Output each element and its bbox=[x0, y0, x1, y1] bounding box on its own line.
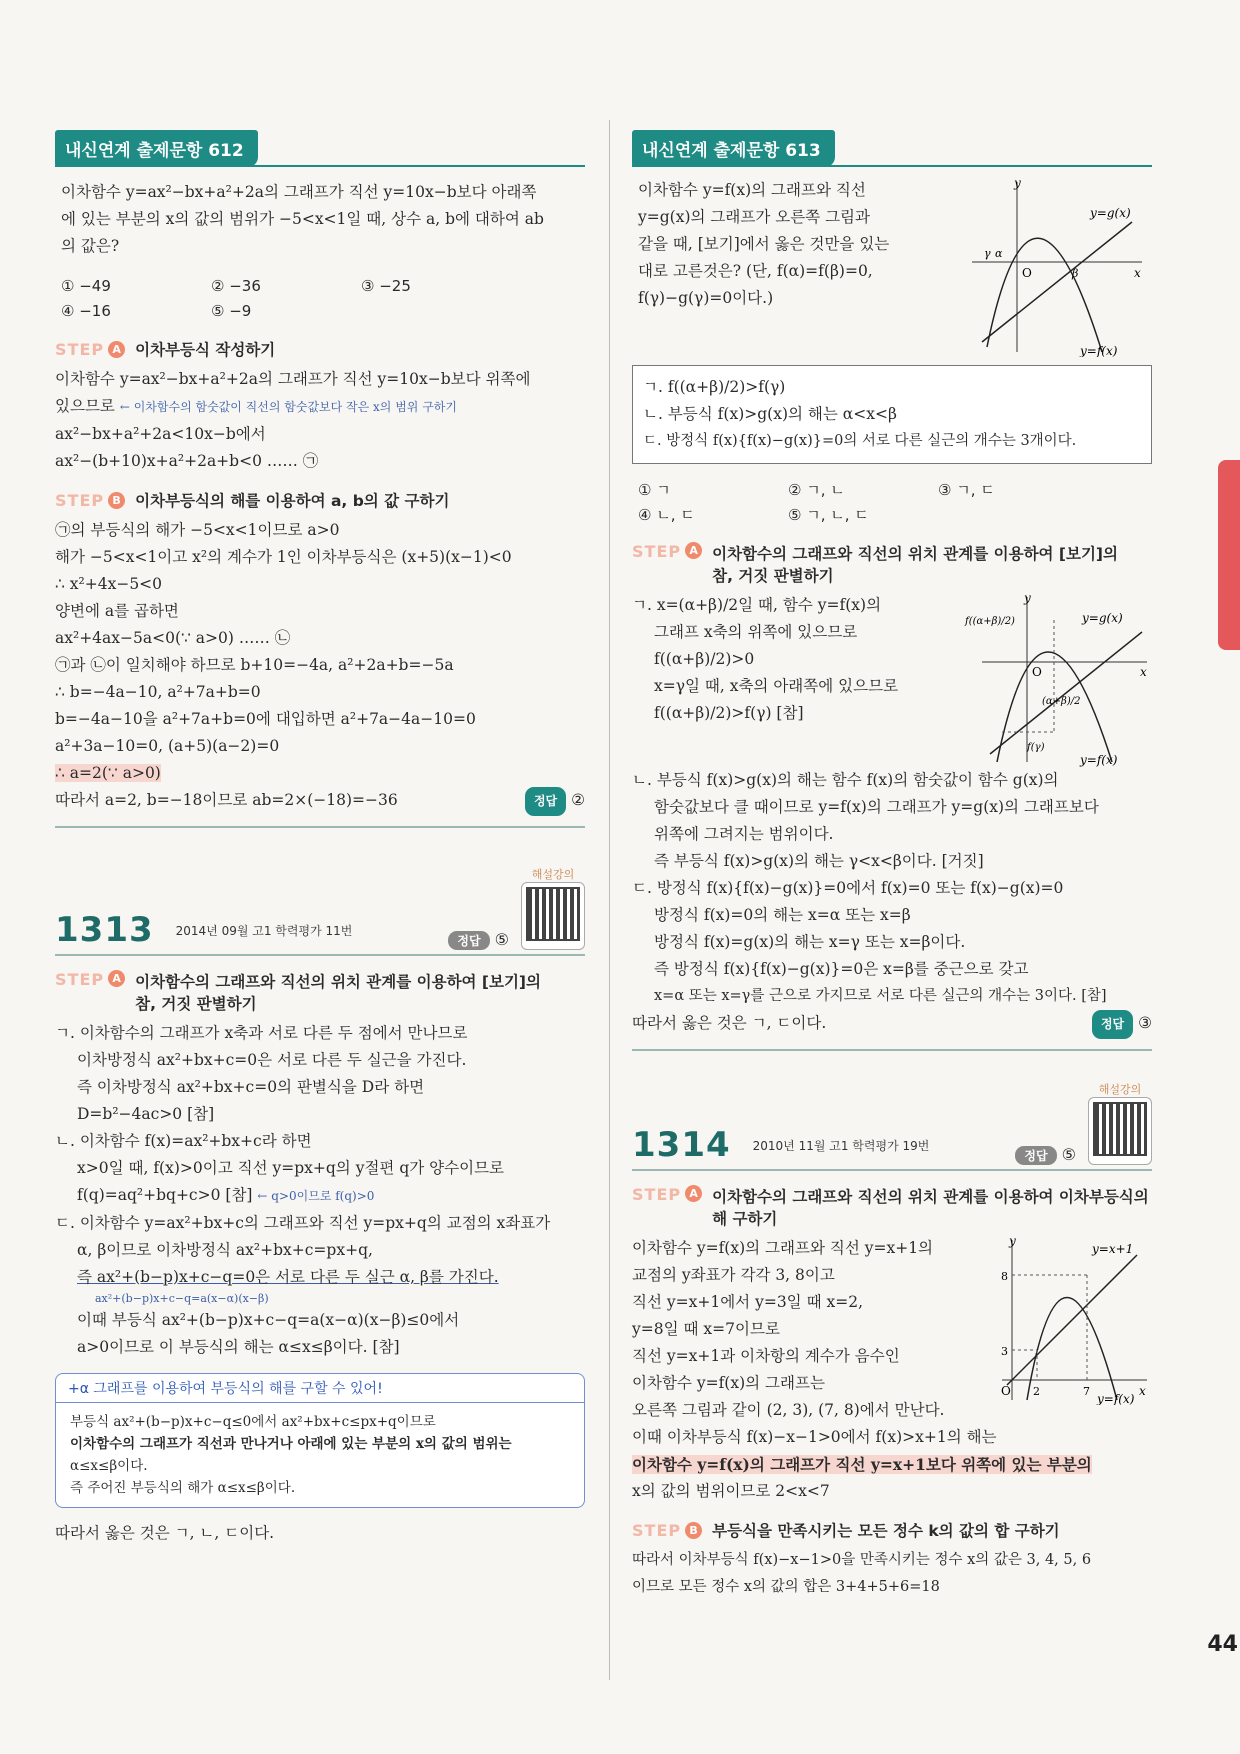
solution-line: 방정식 f(x)=0의 해는 x=α 또는 x=β bbox=[654, 906, 911, 924]
plus-alpha-heading: +α 그래프를 이용하여 부등식의 해를 구할 수 있어! bbox=[56, 1374, 584, 1403]
solution-line: y=8일 때 x=7이므로 bbox=[632, 1320, 780, 1338]
side-note: ← 이차함수의 함숫값이 직선의 함숫값보다 작은 x의 범위 구하기 bbox=[119, 400, 457, 414]
conclusion-line: 따라서 옳은 것은 ㄱ, ㄴ, ㄷ이다. bbox=[55, 1524, 275, 1542]
side-note: ← q>0이므로 f(q)>0 bbox=[257, 1189, 375, 1203]
question-line: 의 값은? bbox=[61, 237, 120, 255]
solution-line: ㄷ. 이차함수 y=ax²+bx+c의 그래프와 직선 y=px+q의 교점의 x좌표가 bbox=[55, 1214, 551, 1232]
column-divider bbox=[609, 120, 610, 1680]
question-line: 이차함수 y=f(x)의 그래프와 직선 bbox=[638, 181, 866, 199]
answer-value: ② bbox=[571, 791, 585, 809]
solution-line: ax²+4ax−5a<0(∵ a>0) …… ㉡ bbox=[55, 629, 291, 647]
question-line: 이차함수 y=ax²−bx+a²+2a의 그래프가 직선 y=10x−b보다 아래쪽 bbox=[61, 183, 537, 201]
step-b-heading bbox=[55, 489, 585, 511]
choice-4[interactable]: ④ ㄴ, ㄷ bbox=[638, 506, 695, 524]
step-title: 해 구하기 bbox=[712, 1210, 778, 1228]
choice-4[interactable]: ④ −16 bbox=[61, 302, 111, 320]
chapter-side-tab bbox=[1218, 460, 1240, 650]
bogi-item: ㄴ. 부등식 f(x)>g(x)의 해는 α<x<β bbox=[643, 405, 897, 423]
problem-number: 1313 bbox=[55, 910, 154, 950]
gamma-label: γ bbox=[984, 247, 991, 260]
step-title: 부등식을 만족시키는 모든 정수 k의 값의 합 구하기 bbox=[712, 1522, 1060, 1540]
solution-line: b=−4a−10을 a²+7a+b=0에 대입하면 a²+7a−4a−10=0 bbox=[55, 710, 476, 728]
origin-label: O bbox=[1022, 266, 1032, 280]
axis-label-x: x bbox=[1139, 1384, 1146, 1398]
step-badge: A bbox=[108, 341, 125, 358]
solution-line: ㉠의 부등식의 해가 −5<x<1이므로 a>0 bbox=[55, 521, 340, 539]
problem-source: 2014년 09월 고1 학력평가 11번 bbox=[175, 923, 353, 938]
step-title: 이차함수의 그래프와 직선의 위치 관계를 이용하여 [보기]의 bbox=[135, 973, 541, 991]
solution-line: x=α 또는 x=γ를 근으로 가지므로 서로 다른 실근의 개수는 3이다. [참] bbox=[654, 988, 1107, 1004]
choice-1[interactable]: ① −49 bbox=[61, 277, 111, 295]
problem-613 bbox=[632, 130, 1152, 1051]
solution-line: 이차방정식 ax²+bx+c=0은 서로 다른 두 실근을 가진다. bbox=[77, 1051, 467, 1069]
plus-alpha-line: 부등식 ax²+(b−p)x+c−q≤0에서 ax²+bx+c≤px+q이므로 bbox=[70, 1414, 436, 1430]
choice-5[interactable]: ⑤ −9 bbox=[211, 302, 252, 320]
solution-line: α, β이므로 이차방정식 ax²+bx+c=px+q, bbox=[77, 1241, 373, 1259]
origin-label: O bbox=[1032, 665, 1042, 679]
plus-alpha-line: 이차함수의 그래프가 직선과 만나거나 아래에 있는 부분의 x의 값의 범위는 bbox=[70, 1436, 512, 1452]
solution-line: 교점의 y좌표가 각각 3, 8이고 bbox=[632, 1266, 835, 1284]
axis-label-x: x bbox=[1140, 665, 1147, 679]
right-column bbox=[632, 130, 1152, 1601]
solution-line: 방정식 f(x)=g(x)의 해는 x=γ 또는 x=β이다. bbox=[654, 933, 966, 951]
tick-label-3: 3 bbox=[1001, 1345, 1008, 1358]
solution-line: 해가 −5<x<1이고 x²의 계수가 1인 이차부등식은 (x+5)(x−1)<0 bbox=[55, 548, 512, 566]
question-line: 대로 고른것은? (단, f(α)=f(β)=0, bbox=[638, 262, 873, 280]
step-badge: B bbox=[108, 492, 125, 509]
parabola-f bbox=[1027, 1298, 1117, 1401]
section-separator bbox=[55, 826, 585, 828]
step-title: 이차함수의 그래프와 직선의 위치 관계를 이용하여 이차부등식의 bbox=[712, 1188, 1149, 1206]
step-badge: B bbox=[685, 1522, 702, 1539]
step-title: 이차함수의 그래프와 직선의 위치 관계를 이용하여 [보기]의 bbox=[712, 545, 1118, 563]
parabola-f bbox=[987, 238, 1102, 352]
solution-line: ㄷ. 방정식 f(x){f(x)−g(x)}=0에서 f(x)=0 또는 f(x)−g(x)=0 bbox=[632, 879, 1064, 897]
bogi-box bbox=[632, 365, 1152, 464]
solution-line: x의 값의 범위이므로 2<x<7 bbox=[632, 1482, 830, 1500]
mid-label: (α+β)/2 bbox=[1042, 696, 1081, 707]
choice-list bbox=[638, 478, 1152, 528]
step-label: STEP bbox=[55, 970, 105, 989]
solution-line: ∴ x²+4x−5<0 bbox=[55, 575, 163, 593]
plus-alpha-line: α≤x≤β이다. bbox=[70, 1458, 148, 1474]
f-gamma-label: f(γ) bbox=[1027, 742, 1045, 753]
section-separator bbox=[55, 954, 585, 956]
question-line: 에 있는 부분의 x의 값의 범위가 −5<x<1일 때, 상수 a, b에 대하여 ab bbox=[61, 210, 544, 228]
solution-line: ax²−bx+a²+2a<10x−b에서 bbox=[55, 425, 266, 443]
problem-1313 bbox=[55, 866, 585, 1547]
step-label: STEP bbox=[632, 1520, 682, 1540]
solution-line: ㉠과 ㉡이 일치해야 하므로 b+10=−4a, a²+2a+b=−5a bbox=[55, 656, 454, 674]
step-label: STEP bbox=[632, 1185, 682, 1204]
tick-label-2: 2 bbox=[1033, 1385, 1040, 1398]
choice-3[interactable]: ③ −25 bbox=[361, 277, 411, 295]
step-label: STEP bbox=[632, 542, 682, 561]
line-g bbox=[990, 632, 1142, 754]
step-badge: A bbox=[685, 542, 702, 559]
bogi-item: ㄷ. 방정식 f(x){f(x)−g(x)}=0의 서로 다른 실근의 개수는 3개이다. bbox=[643, 433, 1077, 449]
section-separator bbox=[632, 1049, 1152, 1051]
solution-line: D=b²−4ac>0 [참] bbox=[77, 1105, 215, 1123]
step-a-heading bbox=[632, 1185, 1152, 1229]
tick-label-8: 8 bbox=[1001, 1270, 1008, 1283]
line-label: y=x+1 bbox=[1092, 1242, 1134, 1256]
question-line: f(γ)−g(γ)=0이다.) bbox=[638, 289, 774, 307]
f-mid-label: f((α+β)/2) bbox=[965, 616, 1015, 627]
curve-label: y=f(x) bbox=[1097, 1392, 1135, 1405]
step-a-heading bbox=[55, 338, 585, 360]
solution-line: 즉 ax²+(b−p)x+c−q=0은 서로 다른 두 실근 α, β를 가진다. bbox=[77, 1268, 499, 1286]
solution-line: 이차함수 y=ax²−bx+a²+2a의 그래프가 직선 y=10x−b보다 위쪽에 bbox=[55, 370, 531, 388]
problem-tag: 내신연계 출제문항 612 bbox=[55, 130, 258, 167]
solution-line: 그래프 x축의 위쪽에 있으므로 bbox=[654, 623, 858, 641]
question-line: y=g(x)의 그래프가 오른쪽 그림과 bbox=[638, 208, 870, 226]
axis-label-y: y bbox=[1014, 177, 1021, 190]
solution-line: 있으므로 ← 이차함수의 함숫값이 직선의 함숫값보다 작은 x의 범위 구하기 bbox=[55, 397, 457, 415]
axis-label-y: y bbox=[1009, 1235, 1016, 1248]
solution-line: a>0이므로 이 부등식의 해는 α≤x≤β이다. [참] bbox=[77, 1338, 400, 1356]
choice-1[interactable]: ① ㄱ bbox=[638, 481, 671, 499]
choice-3[interactable]: ③ ㄱ, ㄷ bbox=[938, 481, 995, 499]
step-title: 이차부등식의 해를 이용하여 a, b의 값 구하기 bbox=[135, 492, 450, 510]
answer-value: ③ bbox=[1138, 1014, 1152, 1032]
solution-line: 위쪽에 그려지는 범위이다. bbox=[654, 825, 834, 843]
curve-label: y=f(x) bbox=[1080, 753, 1118, 767]
qr-code[interactable] bbox=[521, 882, 585, 950]
axis-label-x: x bbox=[1134, 266, 1141, 280]
solution-line: ㄱ. x=(α+β)/2일 때, 함수 y=f(x)의 bbox=[632, 596, 882, 614]
underline-note: ax²+(b−p)x+c−q=a(x−α)(x−β) bbox=[95, 1292, 269, 1305]
left-column bbox=[55, 130, 585, 1547]
answer-value: ⑤ bbox=[494, 930, 509, 949]
graph-1314 bbox=[987, 1235, 1152, 1405]
step-badge: A bbox=[685, 1185, 702, 1202]
step-heading bbox=[632, 542, 1152, 586]
solution-line: 이차함수 y=f(x)의 그래프는 bbox=[632, 1374, 825, 1392]
qr-label: 해설강의 bbox=[531, 868, 575, 881]
solution-line: 함숫값보다 클 때이므로 y=f(x)의 그래프가 y=g(x)의 그래프보다 bbox=[654, 798, 1099, 816]
qr-code[interactable] bbox=[1088, 1097, 1152, 1165]
solution-line: 이므로 모든 정수 x의 값의 합은 3+4+5+6=18 bbox=[632, 1579, 940, 1595]
bogi-item: ㄱ. f((α+β)/2)>f(γ) bbox=[643, 378, 786, 396]
step-label: STEP bbox=[55, 339, 105, 359]
step-label: STEP bbox=[55, 490, 105, 510]
solution-line: 따라서 a=2, b=−18이므로 ab=2×(−18)=−36 정답 ② bbox=[55, 787, 585, 816]
solution-line: 양변에 a를 곱하면 bbox=[55, 602, 179, 620]
answer-badge: 정답 bbox=[525, 787, 566, 816]
graph-613-solution bbox=[962, 592, 1152, 767]
choice-2[interactable]: ② ㄱ, ㄴ bbox=[788, 481, 845, 499]
problem-tag: 내신연계 출제문항 613 bbox=[632, 130, 835, 167]
line-label: y=g(x) bbox=[1082, 611, 1123, 625]
step-heading bbox=[55, 970, 585, 1014]
solution-line: ∴ a=2(∵ a>0) bbox=[55, 764, 161, 782]
step-badge: A bbox=[108, 970, 125, 987]
axis-label-y: y bbox=[1024, 592, 1031, 605]
solution-line: 직선 y=x+1에서 y=3일 때 x=2, bbox=[632, 1293, 864, 1311]
solution-line: 즉 부등식 f(x)>g(x)의 해는 γ<x<β이다. [거짓] bbox=[654, 852, 984, 870]
tick-label-7: 7 bbox=[1083, 1385, 1090, 1398]
solution-line: ㄴ. 부등식 f(x)>g(x)의 해는 함수 f(x)의 함숫값이 함수 g(x)의 bbox=[632, 771, 1059, 789]
problem-source: 2010년 11월 고1 학력평가 19번 bbox=[752, 1138, 930, 1153]
solution-line: 따라서 이차부등식 f(x)−x−1>0을 만족시키는 정수 x의 값은 3, 4, 5, 6 bbox=[632, 1552, 1092, 1568]
beta-label: β bbox=[1072, 267, 1079, 280]
problem-612 bbox=[55, 130, 585, 828]
solution-line: a²+3a−10=0, (a+5)(a−2)=0 bbox=[55, 737, 280, 755]
choice-2[interactable]: ② −36 bbox=[211, 277, 261, 295]
line-label: y=g(x) bbox=[1090, 206, 1131, 220]
choice-5[interactable]: ⑤ ㄱ, ㄴ, ㄷ bbox=[788, 506, 869, 524]
curve-label: y=f(x) bbox=[1080, 344, 1118, 357]
step-b-heading bbox=[632, 1519, 1152, 1541]
answer-badge: 정답 bbox=[1015, 1146, 1056, 1165]
plus-alpha-line: 즉 주어진 부등식의 해가 α≤x≤β이다. bbox=[70, 1480, 296, 1496]
alpha-label: α bbox=[995, 247, 1003, 260]
qr-label: 해설강의 bbox=[1098, 1083, 1142, 1096]
problem-number: 1314 bbox=[632, 1125, 731, 1165]
step-title: 이차부등식 작성하기 bbox=[135, 341, 276, 359]
solution-line: ∴ b=−4a−10, a²+7a+b=0 bbox=[55, 683, 261, 701]
origin-label: O bbox=[1001, 1384, 1011, 1398]
solution-line: x=γ일 때, x축의 아래쪽에 있으므로 bbox=[654, 677, 899, 695]
answer-badge: 정답 bbox=[1092, 1010, 1133, 1039]
plus-alpha-box bbox=[55, 1373, 585, 1508]
solution-line: 오른쪽 그림과 같이 (2, 3), (7, 8)에서 만난다. bbox=[632, 1401, 945, 1419]
step-title: 참, 거짓 판별하기 bbox=[712, 567, 834, 585]
step-title: 참, 거짓 판별하기 bbox=[135, 995, 257, 1013]
section-separator bbox=[632, 1169, 1152, 1171]
answer-badge: 정답 bbox=[448, 931, 489, 950]
solution-line: f((α+β)/2)>f(γ) [참] bbox=[654, 704, 804, 722]
solution-line: 이때 부등식 ax²+(b−p)x+c−q=a(x−α)(x−β)≤0에서 bbox=[77, 1311, 460, 1329]
solution-line: ㄴ. 이차함수 f(x)=ax²+bx+c라 하면 bbox=[55, 1132, 312, 1150]
graph-613 bbox=[962, 177, 1152, 357]
solution-line: 이차함수 y=f(x)의 그래프가 직선 y=x+1보다 위쪽에 있는 부분의 bbox=[632, 1455, 1092, 1474]
solution-line: 직선 y=x+1과 이차항의 계수가 음수인 bbox=[632, 1347, 900, 1365]
solution-line: x>0일 때, f(x)>0이고 직선 y=px+q의 y절편 q가 양수이므로 bbox=[77, 1159, 505, 1177]
solution-line: 즉 이차방정식 ax²+bx+c=0의 판별식을 D라 하면 bbox=[77, 1078, 425, 1096]
answer-value: ⑤ bbox=[1061, 1145, 1076, 1164]
solution-line: ㄱ. 이차함수의 그래프가 x축과 서로 다른 두 점에서 만나므로 bbox=[55, 1024, 468, 1042]
solution-line: 따라서 옳은 것은 ㄱ, ㄷ이다. 정답 ③ bbox=[632, 1010, 1152, 1039]
solution-line: f(q)=aq²+bq+c>0 [참] ← q>0이므로 f(q)>0 bbox=[77, 1186, 375, 1204]
qr-code-icon bbox=[1093, 1102, 1147, 1156]
solution-line: 이차함수 y=f(x)의 그래프와 직선 y=x+1의 bbox=[632, 1239, 934, 1257]
solution-line: 이때 이차부등식 f(x)−x−1>0에서 f(x)>x+1의 해는 bbox=[632, 1428, 997, 1446]
solution-line: 즉 방정식 f(x){f(x)−g(x)}=0은 x=β를 중근으로 갖고 bbox=[654, 960, 1029, 978]
solution-line: f((α+β)/2)>0 bbox=[654, 650, 755, 668]
question-line: 같을 때, [보기]에서 옳은 것만을 있는 bbox=[638, 235, 890, 253]
page-number: 44 bbox=[1207, 1632, 1238, 1657]
solution-line: ax²−(b+10)x+a²+2a+b<0 …… ㉠ bbox=[55, 452, 319, 470]
qr-code-icon bbox=[526, 887, 580, 941]
problem-1314 bbox=[632, 1081, 1152, 1601]
choice-list bbox=[61, 274, 585, 324]
